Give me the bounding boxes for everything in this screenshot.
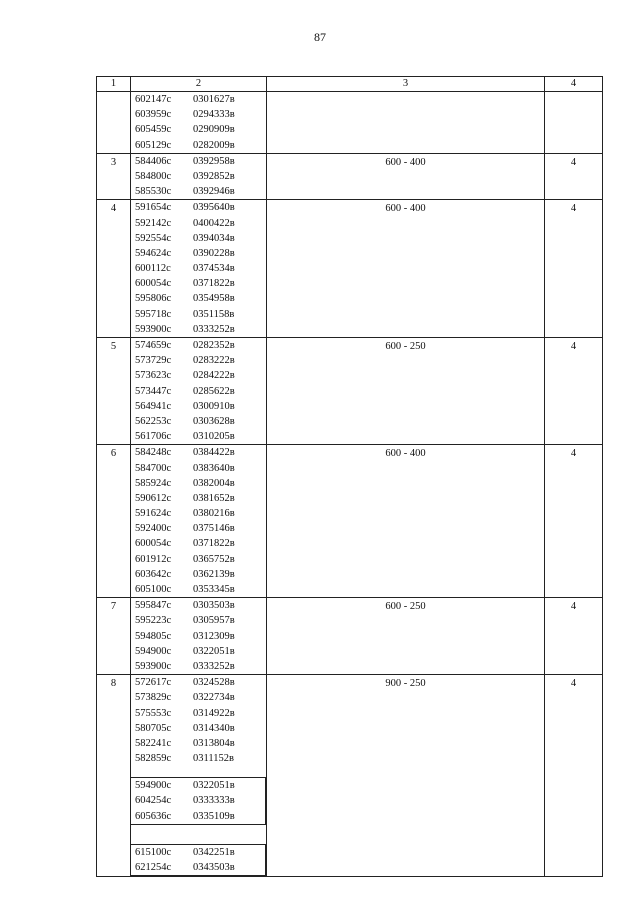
coordinate-pair: [135, 552, 266, 567]
row-number-cell: 5: [97, 338, 131, 445]
latitude-value: 600054с: [135, 538, 172, 550]
latitude-value: 573623с: [135, 370, 172, 382]
latitude-value: 601912с: [135, 553, 172, 565]
coordinate-pair: [135, 506, 266, 521]
depth-range-cell: 600 - 400: [267, 153, 545, 200]
longitude-value: 0381652в: [193, 492, 235, 504]
longitude-value: 0390228в: [193, 247, 235, 259]
column-header: 4: [545, 77, 603, 92]
table-row: [97, 92, 603, 154]
longitude-value: 0303503в: [193, 600, 235, 612]
depth-range-cell: 900 - 250: [267, 675, 545, 877]
column-header: 1: [97, 77, 131, 92]
latitude-value: 591654с: [135, 202, 172, 214]
coordinate-pair: [135, 476, 266, 491]
longitude-value: 0365752в: [193, 553, 235, 565]
longitude-value: 0313804в: [193, 737, 235, 749]
coordinate-pair: [135, 200, 266, 215]
coordinate-pair: [135, 384, 266, 399]
latitude-value: 594900с: [135, 645, 172, 657]
latitude-value: 573729с: [135, 355, 172, 367]
column-header: 2: [131, 77, 267, 92]
coordinate-pair: [135, 491, 266, 506]
column-header: 3: [267, 77, 545, 92]
coordinate-pair: [135, 307, 266, 322]
depth-range-cell: 600 - 400: [267, 200, 545, 338]
coordinates-cell: [131, 153, 267, 200]
coordinate-pair: [135, 521, 266, 536]
longitude-value: 0392852в: [193, 170, 235, 182]
coordinate-pair: [135, 184, 266, 199]
depth-range-cell: 600 - 250: [267, 338, 545, 445]
coordinate-pair: [135, 414, 266, 429]
coordinate-pair: [135, 261, 266, 276]
coordinate-pair: [135, 216, 266, 231]
row-number-cell: 6: [97, 445, 131, 598]
latitude-value: 595223с: [135, 615, 172, 627]
coordinate-pair: [135, 291, 266, 306]
latitude-value: 600112с: [135, 263, 171, 275]
coordinate-pair: [135, 461, 266, 476]
latitude-value: 600054с: [135, 278, 172, 290]
longitude-value: 0285622в: [193, 385, 235, 397]
latitude-value: 593900с: [135, 660, 172, 672]
latitude-value: 573447с: [135, 385, 172, 397]
longitude-value: 0333252в: [193, 660, 235, 672]
latitude-value: 584248с: [135, 447, 172, 459]
longitude-value: 0301627в: [193, 94, 235, 105]
coordinate-pair: [135, 536, 266, 551]
latitude-value: 595806с: [135, 293, 172, 305]
coordinates-cell: [131, 200, 267, 338]
latitude-value: 562253с: [135, 415, 172, 427]
latitude-value: 603959с: [135, 109, 172, 121]
count-cell: 4: [545, 675, 603, 877]
coordinates-subgroup: [130, 777, 266, 825]
coordinates-cell: [131, 598, 267, 675]
coordinate-pair: [135, 246, 266, 261]
longitude-value: 0394034в: [193, 232, 235, 244]
coordinate-pair: [135, 122, 266, 137]
depth-range-cell: [267, 92, 545, 154]
count-cell: 4: [545, 598, 603, 675]
latitude-value: 582859с: [135, 753, 172, 765]
longitude-value: 0310205в: [193, 431, 235, 443]
table-header-row: [97, 77, 603, 92]
latitude-value: 593900с: [135, 323, 172, 335]
latitude-value: 573829с: [135, 692, 172, 704]
latitude-value: 605636с: [135, 810, 172, 822]
latitude-value: 605129с: [135, 139, 172, 151]
coordinate-pair: [135, 675, 266, 690]
latitude-value: 615100с: [135, 846, 172, 858]
latitude-value: 594805с: [135, 630, 172, 642]
page-number: 87: [314, 30, 326, 44]
latitude-value: 595718с: [135, 308, 172, 320]
longitude-value: 0392946в: [193, 186, 235, 198]
latitude-value: 575553с: [135, 707, 172, 719]
coordinates-cell: [131, 675, 267, 877]
count-cell: 4: [545, 200, 603, 338]
longitude-value: 0290909в: [193, 124, 235, 136]
longitude-value: 0380216в: [193, 508, 235, 520]
latitude-value: 594900с: [135, 780, 172, 792]
coordinate-pair: [135, 154, 266, 169]
latitude-value: 584800с: [135, 170, 172, 182]
coordinate-pair: [135, 338, 266, 353]
latitude-value: 592400с: [135, 523, 172, 535]
count-cell: 4: [545, 338, 603, 445]
longitude-value: 0283222в: [193, 355, 235, 367]
table-row: [97, 153, 603, 200]
row-number-cell: 4: [97, 200, 131, 338]
table-row: [97, 200, 603, 338]
longitude-value: 0294333в: [193, 109, 235, 121]
longitude-value: 0374534в: [193, 263, 235, 275]
longitude-value: 0322051в: [193, 645, 235, 657]
latitude-value: 574659с: [135, 340, 172, 351]
coordinate-pair: [135, 567, 266, 582]
coordinates-cell: [131, 92, 267, 154]
row-number-cell: [97, 92, 131, 154]
longitude-value: 0324528в: [193, 677, 235, 689]
longitude-value: 0282352в: [193, 340, 235, 351]
row-number-cell: 7: [97, 598, 131, 675]
coordinate-pair: [135, 809, 265, 824]
coordinates-cell: [131, 338, 267, 445]
coordinate-pair: [135, 736, 266, 751]
longitude-value: 0362139в: [193, 568, 235, 580]
longitude-value: 0333333в: [193, 795, 235, 807]
latitude-value: 580705с: [135, 722, 172, 734]
longitude-value: 0314922в: [193, 707, 235, 719]
latitude-value: 605459с: [135, 124, 172, 136]
latitude-value: 584700с: [135, 462, 172, 474]
latitude-value: 592142с: [135, 217, 172, 229]
coordinate-pair: [135, 598, 266, 613]
coordinate-pair: [135, 706, 266, 721]
latitude-value: 585924с: [135, 477, 172, 489]
longitude-value: 0322734в: [193, 692, 235, 704]
latitude-value: 594624с: [135, 247, 172, 259]
coordinate-pair: [135, 659, 266, 674]
coordinate-pair: [135, 276, 266, 291]
latitude-value: 582241с: [135, 737, 172, 749]
longitude-value: 0305957в: [193, 615, 235, 627]
longitude-value: 0322051в: [193, 780, 235, 792]
coordinate-pair: [135, 644, 266, 659]
latitude-value: 603642с: [135, 568, 172, 580]
coordinate-pair: [135, 92, 266, 107]
count-cell: 4: [545, 445, 603, 598]
coordinate-pair: [135, 629, 266, 644]
row-number-cell: 8: [97, 675, 131, 877]
count-cell: [545, 92, 603, 154]
depth-range-cell: 600 - 400: [267, 445, 545, 598]
longitude-value: 0395640в: [193, 202, 235, 214]
table-body: [97, 92, 603, 877]
coordinate-pair: [135, 231, 266, 246]
coordinate-pair: [135, 353, 266, 368]
count-cell: 4: [545, 153, 603, 200]
longitude-value: 0335109в: [193, 810, 235, 822]
coordinate-pair: [135, 721, 266, 736]
coordinate-pair: [135, 107, 266, 122]
longitude-value: 0400422в: [193, 217, 235, 229]
coordinate-pair: [135, 613, 266, 628]
longitude-value: 0333252в: [193, 323, 235, 335]
latitude-value: 561706с: [135, 431, 172, 443]
longitude-value: 0312309в: [193, 630, 235, 642]
coordinate-pair: [135, 793, 265, 808]
latitude-value: 591624с: [135, 508, 172, 520]
latitude-value: 585530с: [135, 186, 172, 198]
table-row: [97, 675, 603, 877]
longitude-value: 0354958в: [193, 293, 235, 305]
longitude-value: 0375146в: [193, 523, 235, 535]
longitude-value: 0342251в: [193, 846, 235, 858]
latitude-value: 602147с: [135, 94, 172, 105]
coordinates-table: [96, 76, 603, 877]
coordinate-pair: [135, 845, 265, 860]
coordinate-pair: [135, 690, 266, 705]
longitude-value: 0351158в: [193, 308, 235, 320]
longitude-value: 0303628в: [193, 415, 235, 427]
coordinate-pair: [135, 368, 266, 383]
longitude-value: 0282009в: [193, 139, 235, 151]
longitude-value: 0343503в: [193, 862, 235, 873]
coordinate-pair: [135, 399, 266, 414]
longitude-value: 0382004в: [193, 477, 235, 489]
coordinate-pair: [135, 582, 266, 597]
latitude-value: 592554с: [135, 232, 172, 244]
coordinates-subgroup: [130, 844, 266, 876]
latitude-value: 572617с: [135, 677, 172, 689]
latitude-value: 590612с: [135, 492, 172, 504]
latitude-value: 595847с: [135, 600, 172, 612]
longitude-value: 0384422в: [193, 447, 235, 459]
longitude-value: 0314340в: [193, 722, 235, 734]
coordinates-cell: [131, 445, 267, 598]
latitude-value: 604254с: [135, 795, 172, 807]
coordinate-pair: [135, 429, 266, 444]
longitude-value: 0383640в: [193, 462, 235, 474]
spacer: [135, 825, 266, 841]
coordinate-pair: [135, 860, 265, 875]
longitude-value: 0392958в: [193, 155, 235, 167]
row-number-cell: 3: [97, 153, 131, 200]
coordinate-pair: [135, 169, 266, 184]
coordinate-pair: [135, 138, 266, 153]
coordinate-pair: [135, 322, 266, 337]
longitude-value: 0311152в: [193, 753, 234, 765]
latitude-value: 621254с: [135, 862, 172, 873]
table-row: [97, 598, 603, 675]
coordinate-pair: [135, 751, 266, 766]
longitude-value: 0300910в: [193, 400, 235, 412]
table-row: [97, 445, 603, 598]
longitude-value: 0371822в: [193, 538, 235, 550]
table-row: [97, 338, 603, 445]
coordinate-pair: [135, 778, 265, 793]
coordinate-pair: [135, 445, 266, 460]
latitude-value: 564941с: [135, 400, 172, 412]
longitude-value: 0284222в: [193, 370, 235, 382]
spacer: [135, 766, 266, 774]
depth-range-cell: 600 - 250: [267, 598, 545, 675]
longitude-value: 0353345в: [193, 584, 235, 595]
longitude-value: 0371822в: [193, 278, 235, 290]
latitude-value: 584406с: [135, 155, 172, 167]
latitude-value: 605100с: [135, 584, 172, 595]
